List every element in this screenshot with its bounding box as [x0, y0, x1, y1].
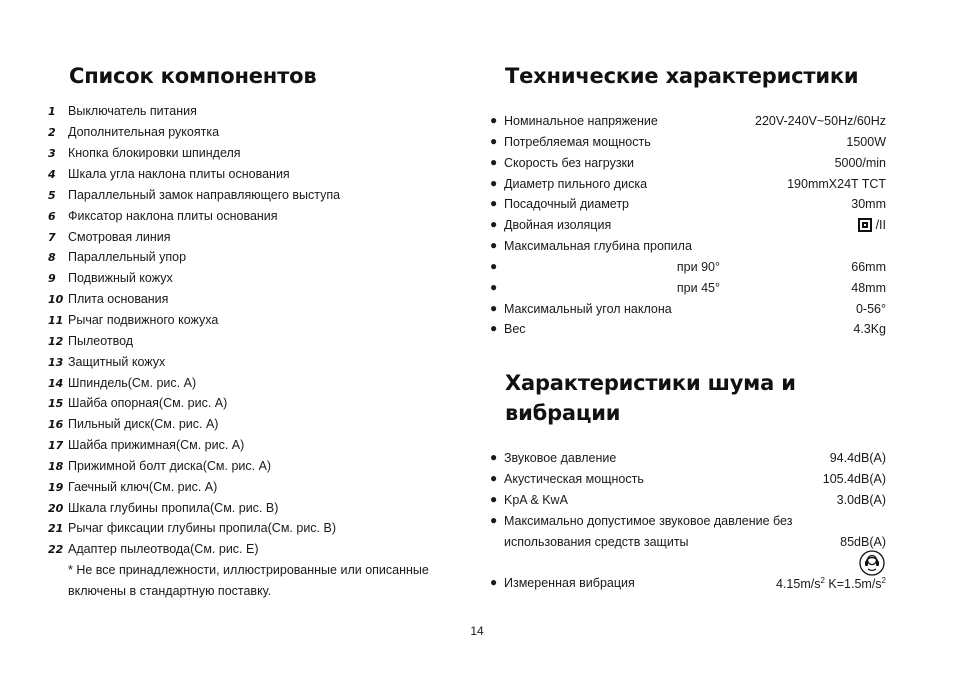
- noise-label: Акустическая мощность: [504, 472, 644, 486]
- spec-row: [490, 197, 886, 215]
- noise-row: [490, 451, 886, 469]
- spec-label: Номинальное напряжение: [504, 114, 658, 128]
- list-item: Плита основания: [68, 292, 169, 306]
- list-item-number: 11: [48, 314, 64, 327]
- bullet: ●: [490, 513, 498, 527]
- list-item: Шайба опорная(См. рис. А): [68, 396, 228, 410]
- bullet: ●: [490, 280, 498, 294]
- bullet: ●: [490, 134, 498, 148]
- noise-label: использования средств защиты: [504, 535, 689, 549]
- spec-label: Скорость без нагрузки: [504, 156, 635, 170]
- noise-label: Максимально допустимое звуковое давление без: [504, 514, 793, 528]
- spec-row: [490, 239, 886, 257]
- spec-value: 30mm: [851, 197, 886, 211]
- bullet: ●: [490, 217, 498, 231]
- list-item-number: 9: [48, 272, 56, 285]
- spec-value: 220V-240V~50Hz/60Hz: [755, 114, 886, 128]
- list-item-number: 15: [48, 397, 64, 410]
- spec-value: 48mm: [851, 281, 886, 295]
- list-item-number: 20: [48, 502, 64, 515]
- list-item: Смотровая линия: [68, 230, 171, 244]
- list-item: Шкала глубины пропила(См. рис. В): [68, 501, 279, 515]
- spec-row: [490, 281, 886, 299]
- spec-value: 0-56°: [855, 302, 886, 316]
- list-item: Подвижный кожух: [68, 271, 173, 285]
- bullet: ●: [490, 492, 498, 506]
- list-item: Рычаг подвижного кожуха: [68, 313, 219, 327]
- noise-title-continued: вибрации: [505, 401, 621, 425]
- noise-value: 3.0dB(A): [836, 493, 886, 507]
- bullet: ●: [490, 450, 498, 464]
- list-item-number: 10: [48, 293, 64, 306]
- noise-label: Звуковое давление: [504, 451, 617, 465]
- spec-row: [490, 177, 886, 195]
- list-item: Рычаг фиксации глубины пропила(См. рис. В): [68, 521, 336, 535]
- noise-label: KpA & KwA: [504, 493, 568, 507]
- page-number: 14: [470, 624, 484, 638]
- noise-row-continued: [490, 535, 886, 553]
- spec-value: 4.3Kg: [853, 322, 886, 336]
- spec-row: [490, 156, 886, 174]
- spec-label: Диаметр пильного диска: [504, 177, 648, 191]
- noise-row: [490, 472, 886, 490]
- noise-value: 85dB(A): [840, 535, 886, 549]
- bullet: ●: [490, 238, 498, 252]
- ear-protection-icon: [859, 550, 885, 576]
- spec-row: [490, 218, 886, 236]
- spec-sublabel: при 90°: [676, 260, 720, 274]
- list-item-number: 12: [48, 335, 64, 348]
- bullet: ●: [490, 575, 498, 589]
- list-item-number: 19: [48, 481, 64, 494]
- spec-label: Посадочный диаметр: [504, 197, 629, 211]
- bullet: ●: [490, 259, 498, 273]
- list-item-number: 1: [48, 105, 56, 118]
- spec-label: Двойная изоляция: [504, 218, 612, 232]
- list-item: Пылеотвод: [68, 334, 134, 348]
- noise-row: [490, 576, 886, 594]
- list-item-number: 13: [48, 356, 64, 369]
- vibration-value: [776, 576, 886, 591]
- spec-label: Максимальный угол наклона: [504, 302, 672, 316]
- vibration-label: Измеренная вибрация: [504, 576, 635, 590]
- list-item-number: 6: [48, 210, 56, 223]
- spec-value: 66mm: [851, 260, 886, 274]
- list-item-number: 17: [48, 439, 64, 452]
- list-item-number: 2: [48, 126, 56, 139]
- list-item-number: 21: [48, 522, 64, 535]
- list-item-number: 16: [48, 418, 64, 431]
- list-item: Дополнительная рукоятка: [68, 125, 220, 139]
- spec-label: Вес: [504, 322, 526, 336]
- spec-row: [490, 260, 886, 278]
- list-item: Шайба прижимная(См. рис. А): [68, 438, 245, 452]
- list-item: Кнопка блокировки шпинделя: [68, 146, 241, 160]
- list-item-number: 3: [48, 147, 56, 160]
- list-item-number: 8: [48, 251, 56, 264]
- spec-value: 1500W: [846, 135, 886, 149]
- spec-row: [490, 135, 886, 153]
- noise-value: 94.4dB(A): [829, 451, 886, 465]
- list-item-number: 5: [48, 189, 56, 202]
- footnote: * Не все принадлежности, иллюстрированные или описанные: [68, 563, 429, 577]
- vibration-value-part: 4.15m/s: [776, 577, 821, 591]
- list-item: Параллельный упор: [68, 250, 187, 264]
- vibration-exponent: 2: [881, 576, 886, 585]
- spec-value: 5000/min: [834, 156, 886, 170]
- list-item: Гаечный ключ(См. рис. А): [68, 480, 218, 494]
- bullet: ●: [490, 176, 498, 190]
- double-insulation-icon: [858, 218, 872, 232]
- bullet: ●: [490, 321, 498, 335]
- specs-title: Технические характеристики: [505, 64, 859, 88]
- bullet: ●: [490, 113, 498, 127]
- spec-label: Максимальная глубина пропила: [504, 239, 692, 253]
- list-item: Защитный кожух: [68, 355, 166, 369]
- list-item: Прижимной болт диска(См. рис. А): [68, 459, 272, 473]
- bullet: ●: [490, 471, 498, 485]
- list-item-number: 4: [48, 168, 56, 181]
- footnote-continued: включены в стандартную поставку.: [68, 584, 272, 598]
- list-item-number: 18: [48, 460, 64, 473]
- list-item-number: 22: [48, 543, 64, 556]
- spec-label: Потребляемая мощность: [504, 135, 651, 149]
- noise-row: [490, 493, 886, 511]
- components-title: Список компонентов: [69, 64, 317, 88]
- list-item: Пильный диск(См. рис. А): [68, 417, 219, 431]
- bullet: ●: [490, 301, 498, 315]
- spec-row: [490, 322, 886, 340]
- spec-sublabel: при 45°: [676, 281, 720, 295]
- vibration-exponent: 2: [820, 576, 825, 585]
- spec-value: 190mmX24T TCT: [787, 177, 886, 191]
- list-item: Параллельный замок направляющего выступа: [68, 188, 341, 202]
- noise-value: 105.4dB(A): [822, 472, 886, 486]
- vibration-uncertainty: K=1.5m/s: [824, 577, 882, 591]
- spec-row: [490, 302, 886, 320]
- spec-row: [490, 114, 886, 132]
- list-item: Шкала угла наклона плиты основания: [68, 167, 290, 181]
- bullet: ●: [490, 196, 498, 210]
- noise-title: Характеристики шума и: [505, 371, 796, 395]
- list-item-number: 14: [48, 377, 64, 390]
- list-item: Шпиндель(См. рис. А): [68, 376, 197, 390]
- list-item: Фиксатор наклона плиты основания: [68, 209, 278, 223]
- list-item: Адаптер пылеотвода(См. рис. Е): [68, 542, 259, 556]
- bullet: ●: [490, 155, 498, 169]
- spec-value: [858, 218, 886, 232]
- list-item: Выключатель питания: [68, 104, 197, 118]
- noise-row: [490, 514, 886, 532]
- double-insulation-class: /II: [875, 218, 886, 232]
- list-item-number: 7: [48, 231, 56, 244]
